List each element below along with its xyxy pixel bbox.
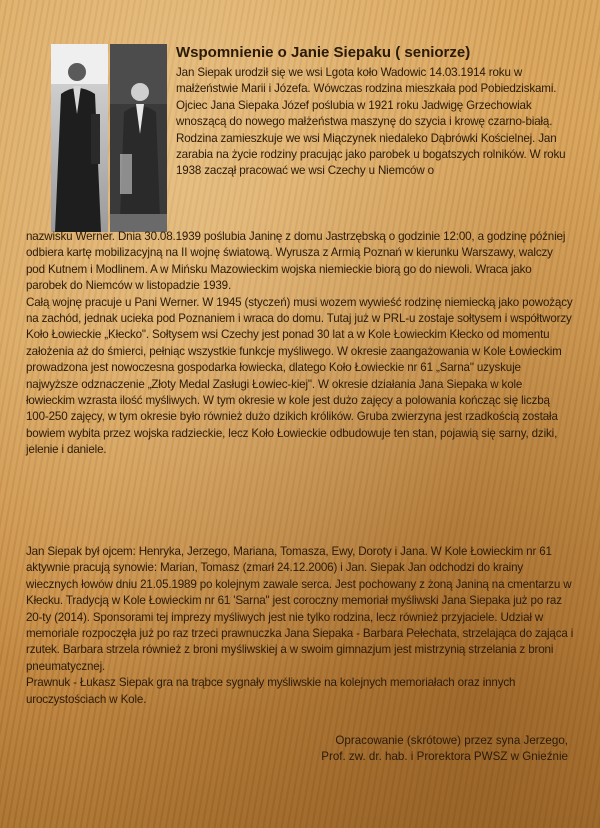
signature-block	[208, 733, 568, 766]
photo-strip	[51, 44, 167, 232]
article-title: Wspomnienie o Janie Siepaku ( seniorze)	[176, 44, 471, 61]
paragraph-grandson: Prawnuk - Łukasz Siepak gra na trąbce sygnały myśliwskie na kolejnych memoriałach oraz innych uroczystościach w Kole.	[26, 676, 516, 706]
article-full-column-2	[26, 544, 574, 708]
paragraph-family: Rodzina zamieszkuje we wsi Miączynek niedaleko Dąbrówki Kościelnej. Jan zarabia na życie rodziny pracując jako parobek u bogatszych rolników. W roku 1938 zaczął pracować we wsi Czechy u Niemców o	[176, 131, 566, 178]
article-right-column	[176, 65, 574, 180]
paragraph-war: nazwisku Werner. Dnia 30.08.1939 poślubia Janinę z domu Jastrzębską o godzinie 12:00, a godzinę później odbiera kartę mobilizacyjną na II wojnę światową. Wyrusza z Armią Poznań w kierunku Warszawy, walczy pod Kutnem i Modlinem. A w Mińsku Mazowieckim wojska niemieckie biorą go do niewoli. Wraca jako parobek do Niemców w listopadzie 1939.	[26, 230, 566, 293]
signature-line-2: Prof. zw. dr. hab. i Prorektora PWSZ w Gnieźnie	[321, 750, 568, 764]
article-full-column	[26, 229, 574, 459]
photo-jan-siepak-standing	[51, 44, 108, 232]
photo-jan-siepak-portrait	[110, 44, 167, 232]
signature-line-1: Opracowanie (skrótowe) przez syna Jerzego,	[335, 734, 568, 747]
paragraph-father: Ojciec Jana Siepaka Józef poślubia w 1921 roku Jadwigę Grzechowiak wnoszącą do nowego małżeństwa maszynę do szycia i krowę czarno-białą.	[176, 98, 553, 129]
paragraph-hunting-club: Całą wojnę pracuje u Pani Werner. W 1945 (styczeń) musi wozem wywieść rodzinę niemiecką jako powożący na zachód, jednak ucieka pod Poznaniem i wraca do domu. Tutaj już w PRL-u zostaje sołtysem i współtworzy Koło Łowieckie „Kłecko". Sołtysem wsi Czechy jest ponad 30 lat a w Kole Łowieckim Kłecko od momentu założenia aż do śmierci, pełniąc wszystkie funkcje myśliwego. W okresie zaangażowania w Kole Łowieckim prowadzona jest nowoczesna gospodarka łowiecka, dlatego Koło Łowieckie nr 61 „Sarna" uzyskuje najwyższe odznaczenie „Złoty Medal Zasługi Łowiec-kiej". W okresie działania Jana Siepaka w kole łowieckim wzrasta ilość myśliwych. W tym okresie w kole jest dużo zajęcy a polowania kończąc się liczbą 100-250 zajęcy, w tym okresie było również dużo dzikich królików. Gruba zwierzyna jest rzadkością została bowiem wybita przez wojska radzieckie, lecz Koło Łowieckie odbudowuje ten stan, pojawią się sarny, dziki, jelenie i daniele.	[26, 295, 573, 457]
paragraph-birth: Jan Siepak urodził się we wsi Lgota koło Wadowic 14.03.1914 roku w małżeństwie Marii i Józefa. Wówczas rodzina mieszkała pod Pobiedziskami.	[176, 66, 557, 96]
paragraph-children: Jan Siepak był ojcem: Henryka, Jerzego, Mariana, Tomasza, Ewy, Doroty i Jana. W Kole Łowieckim nr 61 aktywnie pracują synowie: Marian, Tomasz (zmarł 24.12.2006) i Jan. Siepak Jan odchodzi do krainy wiecznych łowów dniu 21.05.1989 po kolejnym zawale serca. Jest pochowany z żoną Janiną na cmentarzu w Kłecku. Tradycją w Kole Łowieckim nr 61 'Sarna" jest coroczny memoriał myśliwski Jana Siepaka już po raz 20-ty (2014). Sponsorami tej imprezy myśliwych jest nie tylko rodzina, lecz również przyjaciele. Udział w memoriale rozpoczęła już po raz trzeci prawnuczka Jana Siepaka - Barbara Pełechata, strzelająca do zająca i rzutek. Barbara strzela również z broni myśliwskiej a w swoim gimnazjum jest mistrzynią strzelania z broni pneumatycznej.	[26, 545, 574, 673]
